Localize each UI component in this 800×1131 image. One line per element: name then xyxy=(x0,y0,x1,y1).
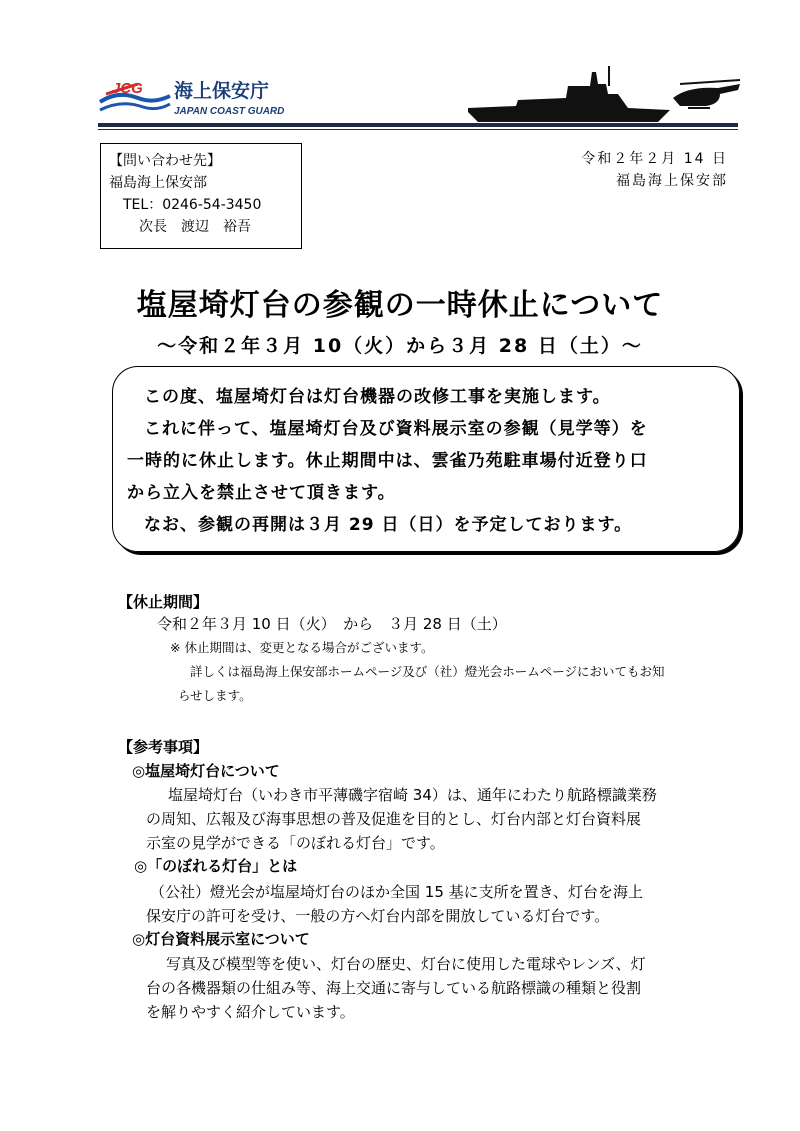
jcg-logo xyxy=(98,74,298,124)
page-subtitle: ～令和２年３月 10（火）から３月 28 日（土）～ xyxy=(157,335,643,357)
header-rule xyxy=(98,123,738,127)
reference-text: 台の各機器類の仕組み等、海上交通に寄与している航路標識の種類と役割 xyxy=(146,979,642,997)
contact-person: 次長 渡辺 裕吾 xyxy=(139,219,251,235)
contact-office: 福島海上保安部 xyxy=(109,175,207,191)
contact-box xyxy=(100,143,302,249)
notice-line: これに伴って、塩屋埼灯台及び資料展示室の参観（見学等）を xyxy=(144,419,648,439)
reference-item-title: ◎塩屋埼灯台について xyxy=(132,762,280,780)
jcg-emblem-icon xyxy=(98,74,298,124)
reference-text: 写真及び模型等を使い、灯台の歴史、灯台に使用した電球やレンズ、灯 xyxy=(166,955,646,973)
period-heading: 【休止期間】 xyxy=(118,593,209,611)
logo-name-ja: 海上保安庁 xyxy=(174,80,270,102)
period-note: ※ 休止期間は、変更となる場合がございます。 xyxy=(170,640,434,655)
reference-text: の周知、広報及び海事思想の普及促進を目的とし、灯台内部と灯台資料展 xyxy=(146,810,642,828)
reference-item-title: ◎灯台資料展示室について xyxy=(132,930,310,948)
issue-block xyxy=(581,148,728,192)
notice-line: なお、参観の再開は３月 29 日（日）を予定しております。 xyxy=(144,515,633,535)
reference-item-title: ◎「のぼれる灯台」とは xyxy=(134,857,298,875)
reference-text: 示室の見学ができる「のぼれる灯台」です。 xyxy=(146,834,445,852)
notice-line: 一時的に休止します。休止期間中は、雲雀乃苑駐車場付近登り口 xyxy=(127,451,648,471)
period-note: らせします。 xyxy=(178,688,252,703)
reference-text: （公社）燈光会が塩屋埼灯台のほか全国 15 基に支所を置き、灯台を海上 xyxy=(150,883,644,901)
reference-text: 塩屋埼灯台（いわき市平薄磯字宿崎 34）は、通年にわたり航路標識業務 xyxy=(168,786,657,804)
logo-name-en: JAPAN COAST GUARD xyxy=(174,106,285,117)
issue-date: 令和２年２月 14 日 xyxy=(581,151,728,167)
notice-line: この度、塩屋埼灯台は灯台機器の改修工事を実施します。 xyxy=(144,387,611,407)
period-range: 令和２年３月 10 日（火） から ３月 28 日（土） xyxy=(157,615,507,633)
header-rule-thin xyxy=(98,129,738,130)
logo-abbr: JCG xyxy=(112,80,143,97)
contact-heading: 【問い合わせ先】 xyxy=(109,153,221,169)
reference-heading: 【参考事項】 xyxy=(118,738,209,756)
issuer: 福島海上保安部 xyxy=(616,173,728,189)
notice-box xyxy=(112,366,740,552)
page-title: 塩屋埼灯台の参観の一時休止について xyxy=(136,288,664,323)
contact-tel: TEL：0246-54-3450 xyxy=(123,197,262,213)
reference-text: 保安庁の許可を受け、一般の方へ灯台内部を開放している灯台です。 xyxy=(146,907,610,925)
patrol-ship-icon xyxy=(458,64,748,130)
reference-text: を解りやすく紹介しています。 xyxy=(146,1003,355,1021)
period-note: 詳しくは福島海上保安部ホームページ及び（社）燈光会ホームページにおいてもお知 xyxy=(190,664,665,679)
notice-line: から立入を禁止させて頂きます。 xyxy=(127,483,396,503)
